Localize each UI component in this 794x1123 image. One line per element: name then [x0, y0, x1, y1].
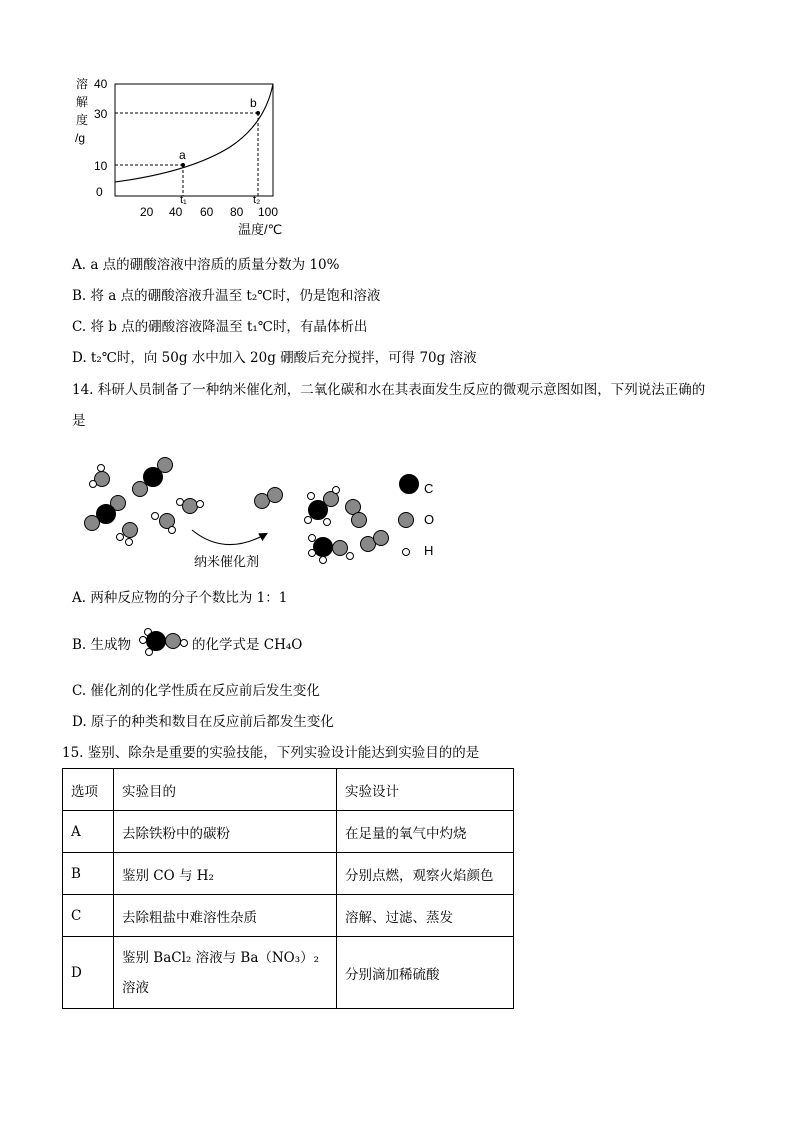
- legend-o-label: O: [424, 512, 435, 527]
- co2-molecule-c: [144, 468, 163, 487]
- product-h: [347, 553, 354, 560]
- oxygen-molecule-o: [352, 513, 367, 528]
- x-tick-60: 60: [200, 205, 214, 219]
- y-axis-label-3: 度: [76, 113, 89, 127]
- water-molecule-h: [169, 527, 176, 534]
- product-h: [309, 550, 316, 557]
- legend-hydrogen-atom: [403, 549, 410, 556]
- solubility-chart: [60, 72, 300, 242]
- table-cell-design: 在足量的氧气中灼烧: [337, 811, 514, 853]
- methanol-molecule-icon: [138, 624, 192, 660]
- x-axis-label: 温度/℃: [238, 222, 283, 237]
- table-cell-option: A: [63, 811, 114, 853]
- q15-stem: 15. 鉴别、除杂是重要的实验技能，下列实验设计能达到实验目的的是: [62, 745, 480, 761]
- q13-option-c: C. 将 b 点的硼酸溶液降温至 t₁℃时，有晶体析出: [72, 319, 368, 335]
- table-cell-purpose: 去除粗盐中难溶性杂质: [114, 895, 337, 937]
- product-h: [320, 557, 327, 564]
- table-row: [63, 895, 514, 937]
- experiment-table: [62, 768, 514, 1009]
- y-tick-30: 30: [94, 107, 108, 121]
- water-molecule-o: [183, 499, 198, 514]
- table-cell-option: C: [63, 895, 114, 937]
- x-tick-40: 40: [169, 205, 183, 219]
- catalyst-label: 纳米催化剂: [194, 554, 260, 569]
- y-axis-label-2: 解: [76, 95, 89, 109]
- q14-option-d: D. 原子的种类和数目在反应前后都发生变化: [72, 714, 334, 730]
- table-header-purpose: 实验目的: [114, 769, 337, 811]
- y-axis-label-1: 溶: [76, 77, 89, 91]
- co2-molecule-o: [85, 516, 100, 531]
- water-molecule-o: [123, 523, 138, 538]
- product-h: [305, 517, 312, 524]
- product-h: [333, 487, 340, 494]
- product-h: [309, 535, 316, 542]
- point-b-label: b: [250, 96, 257, 110]
- water-molecule-h: [197, 501, 204, 508]
- legend-c-label: C: [424, 481, 434, 496]
- q14-option-a: A. 两种反应物的分子个数比为 1：1: [72, 590, 288, 606]
- table-cell-design: 溶解、过滤、蒸发: [337, 895, 514, 937]
- table-cell-option: B: [63, 853, 114, 895]
- y-tick-40: 40: [94, 77, 108, 91]
- table-row: [63, 853, 514, 895]
- oxygen-molecule-o: [374, 531, 389, 546]
- y-axis-label-4: /g: [75, 131, 86, 145]
- q13-option-d: D. t₂℃时，向 50g 水中加入 20g 硼酸后充分搅拌，可得 70g 溶液: [72, 350, 477, 366]
- t2-label: t₂: [253, 194, 261, 206]
- q13-option-a: A. a 点的硼酸溶液中溶质的质量分数为 10%: [72, 257, 340, 273]
- x-tick-80: 80: [230, 205, 244, 219]
- q13-option-b: B. 将 a 点的硼酸溶液升温至 t₂℃时，仍是饱和溶液: [72, 288, 381, 304]
- legend-h-label: H: [424, 543, 434, 558]
- q14-option-c: C. 催化剂的化学性质在反应前后发生变化: [72, 683, 320, 699]
- table-row: [63, 811, 514, 853]
- q14-stem-line2: 是: [72, 413, 86, 429]
- product-c: [314, 538, 333, 557]
- product-o: [333, 541, 348, 556]
- q14-option-b-prefix: B. 生成物: [72, 637, 132, 653]
- water-molecule-h: [117, 534, 124, 541]
- water-molecule-h: [90, 481, 97, 488]
- table-cell-purpose: 去除铁粉中的碳粉: [114, 811, 337, 853]
- table-cell-design: 分别滴加稀硫酸: [337, 937, 514, 1009]
- legend-oxygen-atom: [399, 513, 414, 528]
- water-molecule-h: [98, 465, 105, 472]
- y-tick-0: 0: [96, 185, 103, 199]
- legend-carbon-atom: [400, 475, 419, 494]
- point-a: [181, 163, 185, 167]
- point-a-label: a: [179, 148, 186, 162]
- product-h: [308, 493, 315, 500]
- table-cell-purpose: 鉴别 CO 与 H₂: [114, 853, 337, 895]
- table-cell-purpose: 鉴别 BaCl₂ 溶液与 Ba（NO₃）₂ 溶液: [114, 937, 337, 1009]
- t1-label: t₁: [180, 194, 187, 206]
- table-header-design: 实验设计: [337, 769, 514, 811]
- reaction-arrow: [192, 530, 266, 545]
- x-tick-100: 100: [258, 205, 279, 219]
- co2-molecule-o: [133, 482, 148, 497]
- q14-stem-line1: 14. 科研人员制备了一种纳米催化剂，二氧化碳和水在其表面发生反应的微观示意图如图，下列说法正确的: [72, 382, 706, 398]
- oxygen-molecule-o: [268, 488, 283, 503]
- reaction-diagram: [80, 452, 460, 577]
- water-molecule-h: [152, 513, 159, 520]
- table-cell-design: 分别点燃，观察火焰颜色: [337, 853, 514, 895]
- q14-option-b-suffix: 的化学式是 CH₄O: [192, 637, 303, 653]
- point-b: [256, 111, 260, 115]
- table-row: [63, 937, 514, 1009]
- product-h: [324, 519, 331, 526]
- y-tick-10: 10: [94, 159, 108, 173]
- table-header-option: 选项: [63, 769, 114, 811]
- table-cell-option: D: [63, 937, 114, 1009]
- x-tick-20: 20: [140, 205, 154, 219]
- water-molecule-h: [126, 539, 133, 546]
